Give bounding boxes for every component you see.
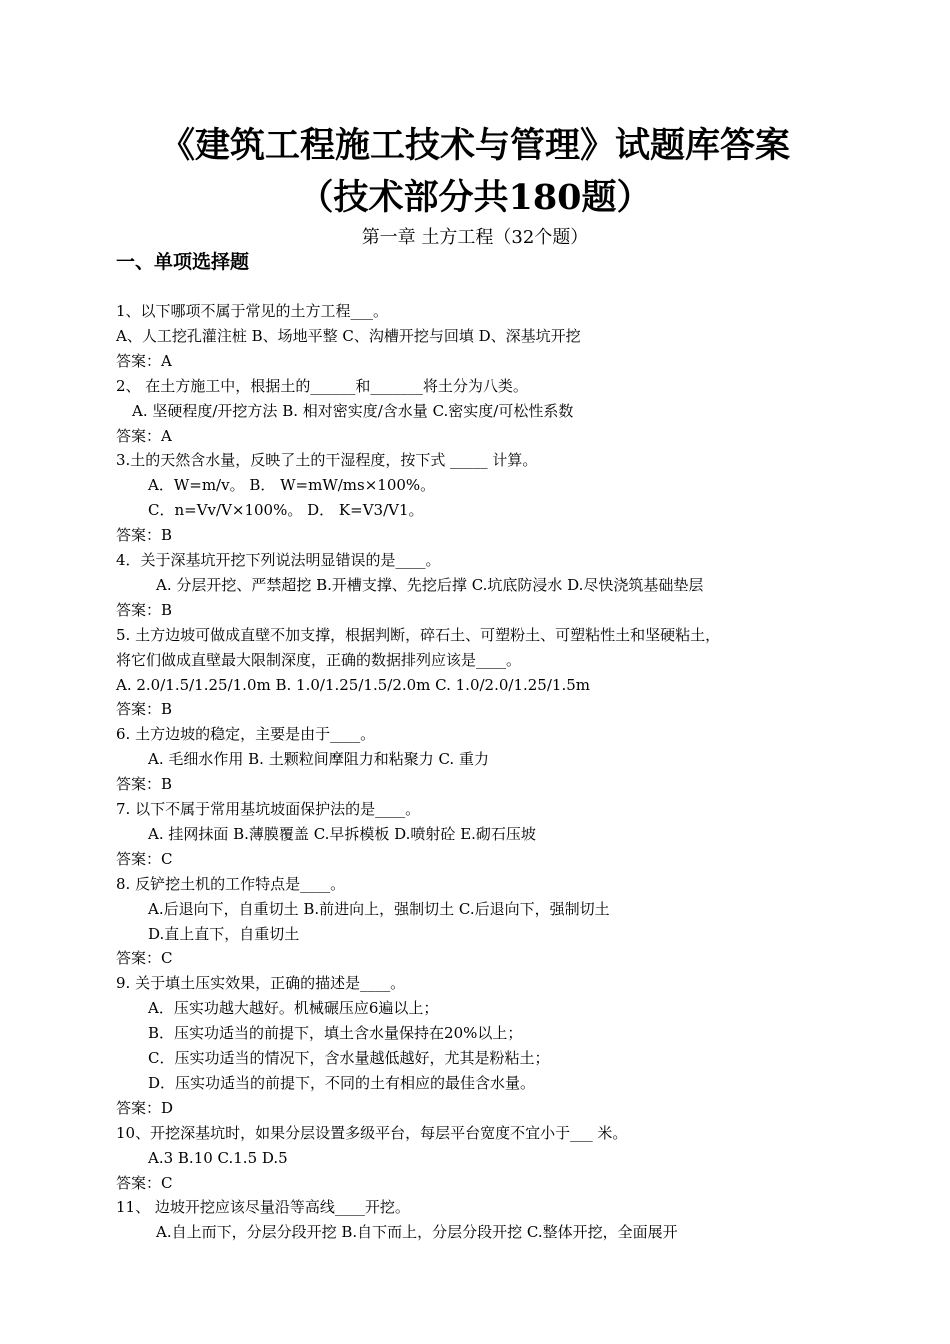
question-line: C．压实功适当的情况下，含水量越低越好，尤其是粉粘土； xyxy=(148,1049,550,1067)
question-line: A. 2.0/1.5/1.25/1.0m B. 1.0/1.25/1.5/2.0m C. 1.0/2.0/1.25/1.5m xyxy=(116,675,590,694)
question-line: 4．关于深基坑开挖下列说法明显错误的是____。 xyxy=(116,551,441,569)
question-line: B．压实功适当的前提下，填土含水量保持在20%以上； xyxy=(148,1024,523,1043)
question-line: 10、开挖深基坑时，如果分层设置多级平台，每层平台宽度不宜小于___ 米。 xyxy=(116,1123,628,1142)
question-line: 9. 关于填土压实效果，正确的描述是____。 xyxy=(116,974,406,993)
answer-line: 答案：B xyxy=(116,526,173,545)
answer-line: 答案：B xyxy=(116,700,173,719)
question-line: 11、 边坡开挖应该尽量沿等高线____开挖。 xyxy=(116,1198,410,1217)
question-line: 将它们做成直壁最大限制深度，正确的数据排列应该是____。 xyxy=(116,650,522,669)
section-heading: 一、单项选择题 xyxy=(116,251,250,273)
question-line: C．n=Vv/V×100%。 D． K=V3/V1。 xyxy=(148,501,424,520)
answer-line: 答案：C xyxy=(116,849,173,868)
question-line: 3.土的天然含水量，反映了土的干湿程度，按下式 _____ 计算。 xyxy=(116,451,538,470)
question-line: A．压实功越大越好。机械碾压应6遍以上； xyxy=(148,999,439,1018)
question-line: 1、以下哪项不属于常见的土方工程___。 xyxy=(116,302,389,320)
question-line: A.自上而下，分层分段开挖 B.自下而上，分层分段开挖 C.整体开挖，全面展开 xyxy=(156,1223,678,1242)
question-line: D．压实功适当的前提下，不同的土有相应的最佳含水量。 xyxy=(148,1073,536,1092)
question-line: 5. 土方边坡可做成直壁不加支撑，根据判断，碎石土、可塑粉土、可塑粘性土和坚硬粘土， xyxy=(116,625,721,644)
question-line: 7. 以下不属于常用基坑坡面保护法的是____。 xyxy=(116,800,421,818)
question-line: A．W=m/v。 B． W=mW/ms×100%。 xyxy=(148,476,436,495)
answer-line: 答案：A xyxy=(116,351,172,370)
question-line: A. 挂网抹面 B.薄膜覆盖 C.早拆模板 D.喷射砼 E.砌石压坡 xyxy=(148,824,536,843)
question-line: D.直上直下，自重切土 xyxy=(148,924,300,943)
chapter-heading: 第一章 土方工程（32个题） xyxy=(361,227,589,248)
answer-line: 答案：B xyxy=(116,600,173,619)
document-title: 《建筑工程施工技术与管理》试题库答案 xyxy=(159,125,790,166)
question-line: A. 毛细水作用 B. 土颗粒间摩阻力和粘聚力 C. 重力 xyxy=(148,750,489,769)
answer-line: 答案：C xyxy=(116,1173,173,1192)
question-line: A、人工挖孔灌注桩 B、场地平整 C、沟槽开挖与回填 D、深基坑开挖 xyxy=(116,326,581,345)
question-line: A. 分层开挖、严禁超挖 B.开槽支撑、先挖后撑 C.坑底防浸水 D.尽快浇筑基础垫层 xyxy=(156,575,704,594)
question-line: A. 坚硬程度/开挖方法 B. 相对密实度/含水量 C.密实度/可松性系数 xyxy=(132,401,574,420)
answer-line: 答案：D xyxy=(116,1098,174,1117)
question-line: 8. 反铲挖土机的工作特点是____。 xyxy=(116,874,346,893)
question-line: 6. 土方边坡的稳定，主要是由于____。 xyxy=(116,725,376,744)
question-line: A.3 B.10 C.1.5 D.5 xyxy=(148,1148,288,1167)
answer-line: 答案：B xyxy=(116,775,173,794)
question-line: A.后退向下，自重切土 B.前进向上，强制切土 C.后退向下，强制切土 xyxy=(148,899,610,918)
question-line: 2、 在土方施工中，根据土的______和_______将土分为八类。 xyxy=(116,376,528,395)
document-subtitle: （技术部分共180题） xyxy=(298,177,652,218)
answer-line: 答案：A xyxy=(116,426,172,445)
answer-line: 答案：C xyxy=(116,949,173,968)
